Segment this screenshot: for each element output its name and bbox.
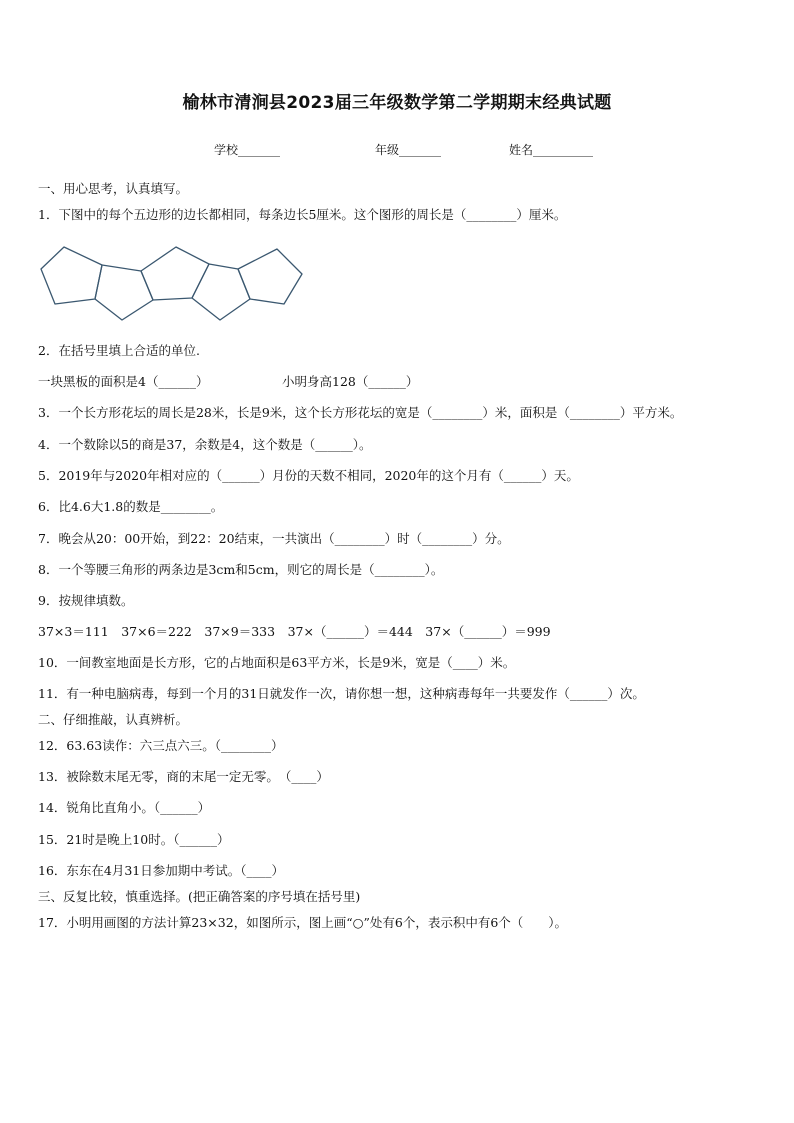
grade-blank: _______	[399, 143, 442, 157]
question-2a: 一块黑板的面积是4（______）	[38, 374, 209, 389]
page-title: 榆林市清涧县2023届三年级数学第二学期期末经典试题	[182, 93, 612, 113]
question-12: 12．63.63读作：六三点六三。（________）	[38, 738, 284, 753]
school-label: 学校	[214, 143, 239, 157]
question-7: 7．晚会从20：00开始，到22：20结束，一共演出（________）时（________）分。	[38, 531, 510, 546]
question-9: 9．按规律填数。	[38, 593, 134, 608]
question-2b: 小明身高128（______）	[282, 374, 419, 389]
grade-field	[375, 141, 441, 158]
question-16: 16．东东在4月31日参加期中考试。（____）	[38, 863, 285, 878]
question-4: 4．一个数除以5的商是37，余数是4，这个数是（______）。	[38, 437, 372, 452]
grade-label: 年级	[375, 143, 400, 157]
question-3: 3．一个长方形花坛的周长是28米，长是9米，这个长方形花坛的宽是（________）米，面积是（________）平方米。	[38, 405, 683, 420]
question-14: 14．锐角比直角小。（______）	[38, 800, 211, 815]
question-6: 6．比4.6大1.8的数是________。	[38, 499, 224, 514]
section-1-heading: 一、用心思考，认真填写。	[38, 181, 189, 196]
pentagon-4	[192, 264, 250, 320]
question-11: 11．有一种电脑病毒，每到一个月的31日就发作一次，请你想一想，这种病毒每年一共要发作（______）次。	[38, 686, 645, 701]
section-2-heading: 二、仔细推敲，认真辨析。	[38, 712, 189, 727]
question-1: 1．下图中的每个五边形的边长都相同，每条边长5厘米。这个图形的周长是（________）厘米。	[38, 207, 567, 222]
question-15: 15．21时是晚上10时。（______）	[38, 832, 230, 847]
pentagon-1	[41, 247, 102, 304]
question-9a: 37×3＝111 37×6＝222 37×9＝333 37×（______）＝444 37×（______）＝999	[38, 624, 551, 639]
name-blank: __________	[533, 143, 594, 157]
question-13: 13．被除数末尾无零，商的末尾一定无零。 （____）	[38, 769, 329, 784]
question-5: 5．2019年与2020年相对应的（______）月份的天数不相同，2020年的这个月有（______）天。	[38, 468, 579, 483]
five-pentagons-figure	[38, 244, 308, 324]
pentagon-3	[141, 247, 209, 300]
school-field	[214, 141, 280, 158]
pentagon-2	[95, 265, 153, 320]
school-blank: _______	[238, 143, 281, 157]
name-label: 姓名	[509, 143, 534, 157]
pentagon-5	[238, 249, 302, 304]
question-8: 8．一个等腰三角形的两条边是3cm和5cm，则它的周长是（________）。	[38, 562, 444, 577]
question-2: 2．在括号里填上合适的单位.	[38, 343, 200, 358]
name-field	[509, 141, 593, 158]
question-10: 10．一间教室地面是长方形，它的占地面积是63平方米，长是9米，宽是（____）米。	[38, 655, 516, 670]
question-17: 17．小明用画图的方法计算23×32，如图所示，图上画“○”处有6个，表示积中有6个（ ）。	[38, 915, 568, 930]
section-3-heading: 三、反复比较，慎重选择。(把正确答案的序号填在括号里)	[38, 889, 361, 904]
